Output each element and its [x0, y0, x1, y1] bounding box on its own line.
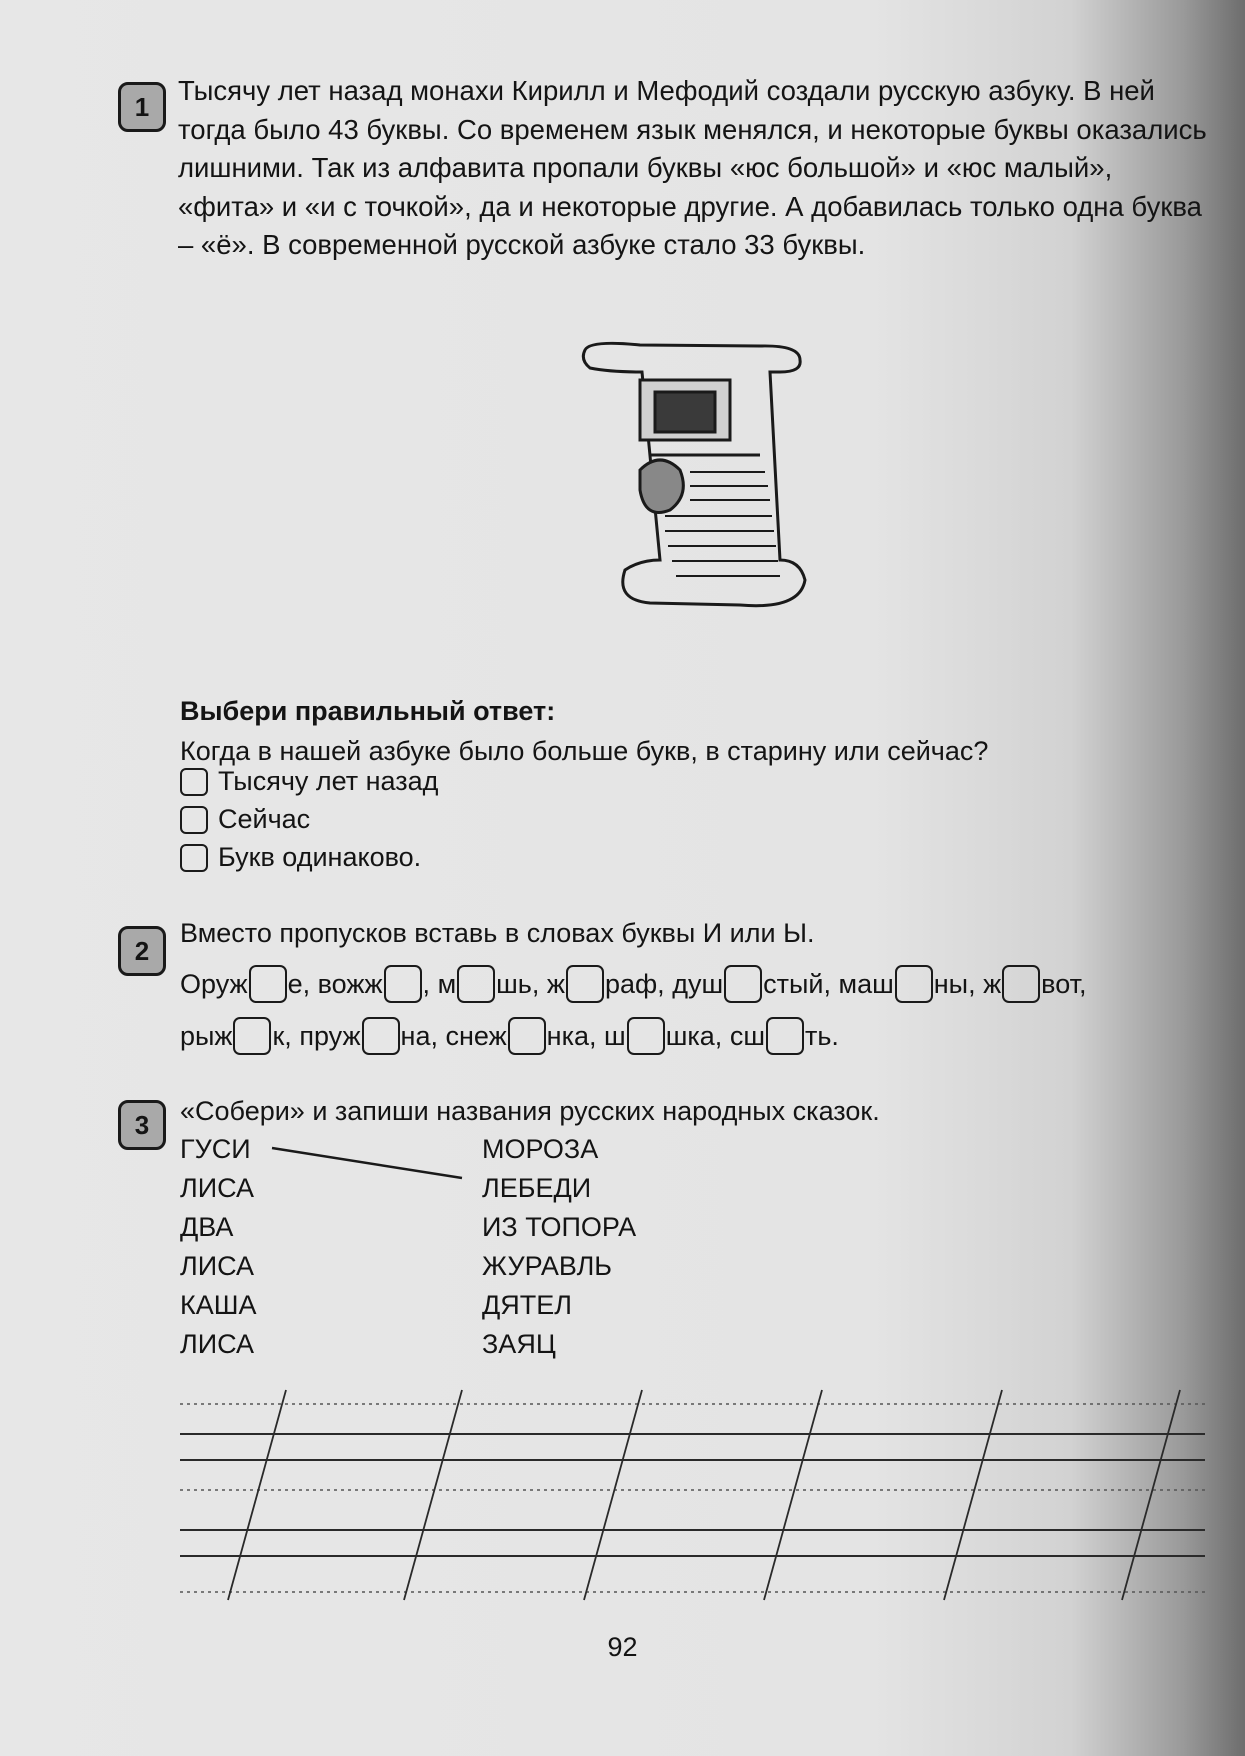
option-label: Букв одинаково.	[218, 842, 422, 872]
task-2-number: 2	[118, 926, 166, 976]
task-1-instruction: Выбери правильный ответ:	[180, 696, 556, 726]
task-2-instruction: Вместо пропусков вставь в словах буквы И или Ы.	[180, 918, 815, 948]
word-left[interactable]: ЛИСА	[180, 1329, 255, 1359]
option-label: Тысячу лет назад	[218, 766, 439, 796]
fill-gap-line-1: Оруж е, вожж , м шь, ж раф, душ стый, маш ны, ж вот,	[180, 958, 1220, 1010]
word-left[interactable]: ЛИСА	[180, 1251, 255, 1281]
word-left[interactable]: ЛИСА	[180, 1173, 255, 1203]
word-right[interactable]: ЖУРАВЛЬ	[482, 1251, 613, 1281]
word-left[interactable]: ГУСИ	[180, 1134, 251, 1164]
task-1-number: 1	[118, 82, 166, 132]
word-right[interactable]: ЗАЯЦ	[482, 1329, 556, 1359]
option-label: Сейчас	[218, 804, 311, 834]
word-right[interactable]: ЛЕБЕДИ	[482, 1173, 592, 1203]
word-right[interactable]: ДЯТЕЛ	[482, 1290, 573, 1320]
word-left[interactable]: ДВА	[180, 1212, 234, 1242]
word-left[interactable]: КАША	[180, 1290, 257, 1320]
fill-gap-line-2: рыж к, пруж на, снеж нка, ш шка, сш ть.	[180, 1010, 1220, 1062]
task-3-instruction: «Собери» и запиши названия русских народных сказок.	[180, 1096, 880, 1126]
matching-line	[272, 1148, 462, 1178]
word-right[interactable]: МОРОЗА	[482, 1134, 599, 1164]
task-3-number: 3	[118, 1100, 166, 1150]
task-1-paragraph: Тысячу лет назад монахи Кирилл и Мефодий создали русскую азбуку. В ней тогда было 43 буквы. Со временем язык менялся, и некоторые буквы оказались лишними. Так из алфавита пропали буквы «юс большой» и «юс малый», «фита» и «и с точкой», да и некоторые другие. А добавилась только одна буква – «ё». В современной русской азбуке стало 33 буквы.	[178, 75, 1207, 260]
page-number: 92	[607, 1632, 638, 1662]
task-1-question: Когда в нашей азбуке было больше букв, в старину или сейчас?	[180, 736, 989, 766]
word-right[interactable]: ИЗ ТОПОРА	[482, 1212, 637, 1242]
